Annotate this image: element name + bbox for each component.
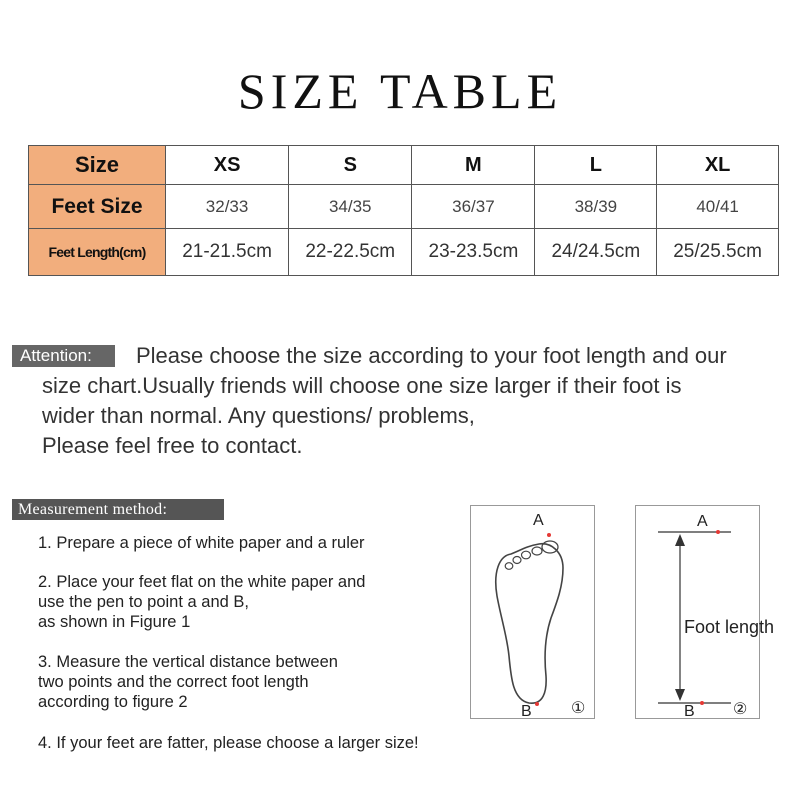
feet-length-cell: 25/25.5cm: [657, 229, 779, 276]
size-cell-m: M: [412, 146, 535, 185]
feet-size-cell: 32/33: [166, 185, 289, 229]
row-label-size: Size: [29, 146, 166, 185]
attention-text-line: size chart.Usually friends will choose one size larger if their foot is: [42, 373, 682, 398]
size-cell-s: S: [289, 146, 412, 185]
size-cell-xs: XS: [166, 146, 289, 185]
measurement-step: use the pen to point a and B,: [38, 593, 249, 611]
foot-length-label: Foot length: [684, 617, 775, 637]
feet-length-cell: 22-22.5cm: [289, 229, 412, 276]
feet-length-cell: 23-23.5cm: [412, 229, 535, 276]
feet-length-cell: 21-21.5cm: [166, 229, 289, 276]
figure-number: ①: [571, 700, 586, 717]
attention-label: Attention:: [12, 345, 115, 367]
measurement-step: 2. Place your feet flat on the white paper and: [38, 573, 366, 591]
point-b-label: B: [684, 703, 695, 720]
attention-text-line: Please feel free to contact.: [42, 433, 303, 458]
point-a-label: A: [697, 513, 708, 530]
attention-text-line: wider than normal. Any questions/ problems,: [42, 403, 475, 428]
measurement-step: two points and the correct foot length: [38, 673, 309, 691]
measurement-step: according to figure 2: [38, 693, 188, 711]
feet-length-row: [29, 229, 779, 276]
size-row: [29, 146, 779, 185]
foot-outline-icon: [471, 506, 596, 720]
measurement-step: 3. Measure the vertical distance between: [38, 653, 338, 671]
feet-size-cell: 40/41: [657, 185, 779, 229]
feet-size-cell: 34/35: [289, 185, 412, 229]
measurement-step: as shown in Figure 1: [38, 613, 191, 631]
feet-length-cell: 24/24.5cm: [535, 229, 657, 276]
feet-size-cell: 36/37: [412, 185, 535, 229]
figure-number: ②: [733, 701, 748, 718]
row-label-feet-size: Feet Size: [29, 185, 166, 229]
measurement-label: Measurement method:: [12, 499, 224, 520]
feet-size-cell: 38/39: [535, 185, 657, 229]
figure-1-foot: [470, 505, 595, 719]
measurement-step: 1. Prepare a piece of white paper and a ruler: [38, 534, 365, 552]
size-cell-xl: XL: [657, 146, 779, 185]
point-b-label: B: [521, 703, 532, 720]
size-table: [28, 145, 779, 276]
row-label-feet-length: Feet Length(cm): [29, 229, 166, 276]
figure-2-measure: [635, 505, 760, 719]
size-cell-l: L: [535, 146, 657, 185]
feet-size-row: [29, 185, 779, 229]
page-title: SIZE TABLE: [237, 63, 563, 119]
attention-text-line: Please choose the size according to your foot length and our: [136, 343, 727, 368]
vertical-arrow-icon: [636, 506, 761, 720]
measurement-step: 4. If your feet are fatter, please choose a larger size!: [38, 734, 419, 752]
point-a-label: A: [533, 512, 544, 529]
